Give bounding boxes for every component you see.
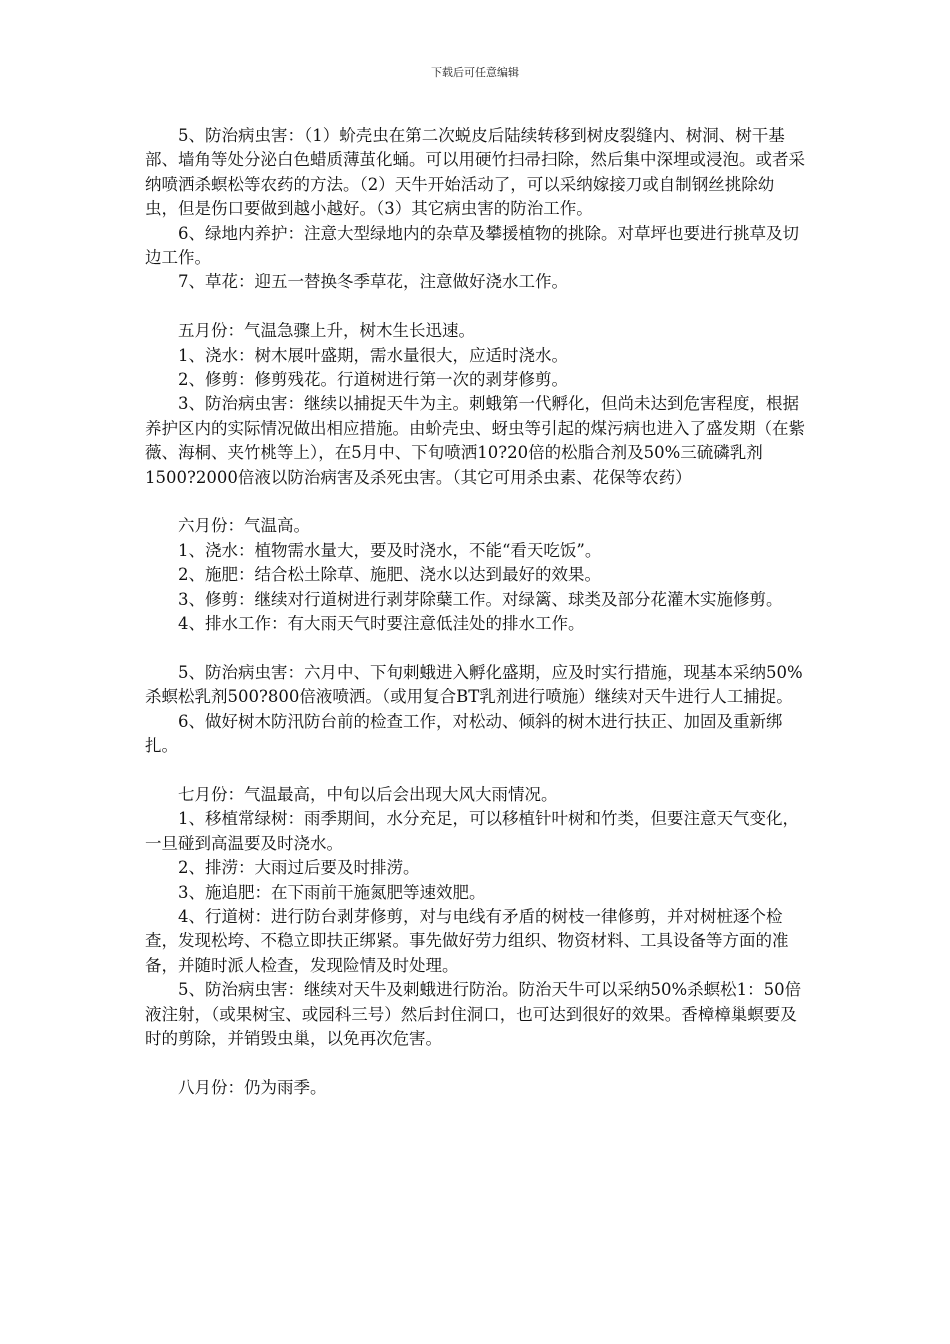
paragraph: 3、施追肥：在下雨前干施氮肥等速效肥。: [178, 882, 486, 902]
paragraph: 1、浇水：植物需水量大，要及时浇水，不能“看天吃饭”。: [178, 540, 602, 560]
section-heading-august: 八月份：仍为雨季。: [178, 1077, 327, 1097]
blank-line: [145, 637, 805, 661]
paragraph: 4、行道树：进行防台剥芽修剪，对与电线有矛盾的树枝一律修剪，并对树桩逐个检查，发现松垮、不稳立即扶正绑紧。事先做好劳力组织、物资材料、工具设备等方面的准备，并随时派人检查，发现险情及时处理。: [145, 906, 789, 975]
paragraph: 6、做好树木防汛防台前的检查工作，对松动、倾斜的树木进行扶正、加固及重新绑扎。: [145, 711, 783, 756]
section-heading-may: 五月份：气温急骤上升，树木生长迅速。: [178, 321, 475, 341]
paragraph: 2、施肥：结合松土除草、施肥、浇水以达到最好的效果。: [178, 565, 601, 585]
blank-line: [145, 759, 805, 783]
paragraph: 5、防治病虫害：继续对天牛及刺蛾进行防治。防治天牛可以采纳50%杀螟松1：50倍液注射，（或果树宝、或园科三号）然后封住洞口，也可达到很好的效果。香樟樟巢螟要及时的剪除，并销毁虫巢，以免再次危害。: [145, 980, 802, 1048]
paragraph: 1、移植常绿树：雨季期间，水分充足，可以移植针叶树和竹类，但要注意天气变化，一旦碰到高温要及时浇水。: [145, 809, 799, 853]
paragraph: 6、绿地内养护：注意大型绿地内的杂草及攀援植物的挑除。对草坪也要进行挑草及切边工作。: [145, 223, 799, 268]
page-header: 下载后可任意编辑: [431, 66, 519, 79]
paragraph: 1、浇水：树木展叶盛期，需水量很大，应适时浇水。: [178, 345, 568, 365]
paragraph: 5、防治病虫害：六月中、下旬刺蛾进入孵化盛期，应及时实行措施，现基本采纳50%杀螟松乳剂500?800倍液喷洒。（或用复合BT乳剂进行喷施）继续对天牛进行人工捕捉。: [145, 662, 803, 707]
blank-line: [145, 1051, 805, 1075]
document-body: [145, 124, 805, 1100]
blank-line: [145, 295, 805, 319]
section-heading-june: 六月份：气温高。: [178, 516, 310, 536]
paragraph: 7、草花：迎五一替换冬季草花，注意做好浇水工作。: [178, 272, 568, 292]
paragraph: 3、防治病虫害：继续以捕捉天牛为主。刺蛾第一代孵化，但尚未达到危害程度，根据养护区内的实际情况做出相应措施。由蚧壳虫、蚜虫等引起的煤污病也进入了盛发期（在紫薇、海桐、夹竹桃等上），在5月中、下旬喷洒10?20倍的松脂合剂及50%三硫磷乳剂1500?2000倍液以防治病害及杀死虫害。（其它可用杀虫素、花保等农药）: [145, 394, 805, 487]
blank-line: [145, 490, 805, 514]
paragraph: 3、修剪：继续对行道树进行剥芽除蘖工作。对绿篱、球类及部分花灌木实施修剪。: [178, 589, 783, 609]
paragraph: 2、修剪：修剪残花。行道树进行第一次的剥芽修剪。: [178, 370, 568, 390]
paragraph: 5、防治病虫害：（1）蚧壳虫在第二次蜕皮后陆续转移到树皮裂缝内、树洞、树干基部、墙角等处分泌白色蜡质薄茧化蛹。可以用硬竹扫帚扫除，然后集中深埋或浸泡。或者采纳喷洒杀螟松等农药的方法。（2）天牛开始活动了，可以采纳嫁接刀或自制钢丝挑除幼虫，但是伤口要做到越小越好。（3）其它病虫害的防治工作。: [145, 126, 805, 219]
paragraph: 2、排涝：大雨过后要及时排涝。: [178, 858, 420, 878]
paragraph: 4、排水工作：有大雨天气时要注意低洼处的排水工作。: [178, 614, 585, 634]
section-heading-july: 七月份：气温最高，中旬以后会出现大风大雨情况。: [178, 784, 558, 804]
